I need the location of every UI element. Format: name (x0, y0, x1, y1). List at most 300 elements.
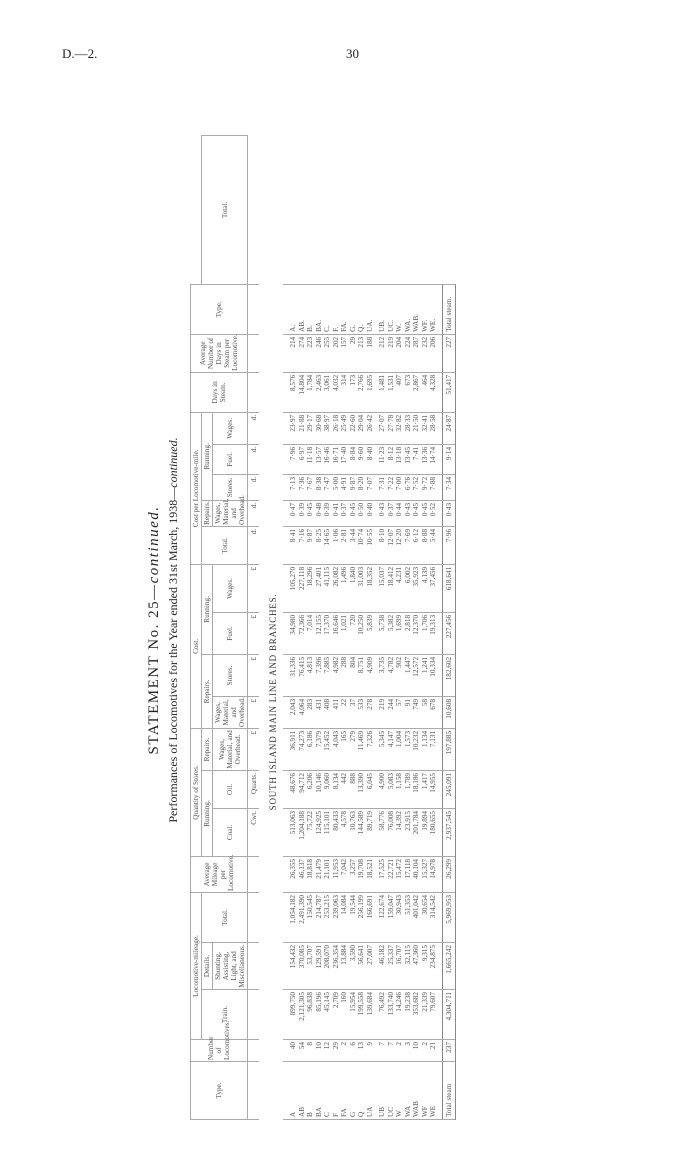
data-cell: 411 (332, 696, 341, 728)
unit-pound: £ (248, 612, 259, 654)
data-cell: 45,145 (323, 990, 332, 1040)
data-cell: 10·55 (366, 526, 375, 564)
data-cell: 27·78 (387, 412, 396, 444)
data-cell: 4,032 (332, 372, 341, 412)
data-cell: 2,709 (332, 990, 341, 1040)
data-cell: 408 (323, 696, 332, 728)
col-number: Number of Locomotives. (191, 1040, 248, 1062)
row-type-right-cell: FA. (340, 284, 349, 334)
col-mileage-total: Total. (202, 892, 248, 942)
data-cell: 18,412 (387, 564, 396, 612)
data-cell: 6,206 (306, 770, 315, 808)
col-cost-total: Total. (202, 526, 248, 564)
data-cell: 9 (366, 1040, 375, 1062)
section-title: SOUTH ISLAND MAIN LINE AND BRANCHES. (267, 593, 278, 811)
data-cell: 53,707 (306, 943, 315, 990)
data-cell: 244 (387, 696, 396, 728)
data-cell: 253,215 (323, 892, 332, 942)
data-cell: 0·44 (395, 500, 404, 526)
data-cell: 1,204,188 (298, 808, 307, 856)
data-cell: 40,104 (412, 856, 421, 892)
document-reference: D.—2. (62, 46, 98, 61)
data-cell: 224 (404, 334, 413, 372)
row-type-cell: UA (366, 1062, 375, 1120)
data-cell: 0·41 (332, 500, 341, 526)
data-cell: 353,682 (412, 990, 421, 1040)
data-cell: 3·44 (349, 526, 358, 564)
data-cell: 80,433 (332, 808, 341, 856)
data-cell: 7·67 (306, 474, 315, 500)
data-cell: 256,199 (357, 892, 366, 942)
data-cell: 46,182 (378, 943, 387, 990)
data-cell: 1,447 (404, 654, 413, 696)
statement-title-continued: continued. (146, 505, 162, 584)
data-cell: 11·23 (378, 444, 387, 474)
data-cell: 214,787 (315, 892, 324, 942)
data-cell: 21,101 (323, 856, 332, 892)
data-cell: 6,186 (306, 728, 315, 770)
data-cell: 232 (421, 334, 430, 372)
data-cell: 206 (429, 334, 438, 372)
data-cell: 13·18 (395, 444, 404, 474)
data-cell: 23,915 (404, 808, 413, 856)
data-cell: 201,784 (412, 808, 421, 856)
data-cell: 7,131 (429, 728, 438, 770)
data-cell: 6 (349, 1040, 358, 1062)
page-number: 30 (346, 46, 359, 61)
table-header (191, 136, 248, 1120)
data-cell: 165 (340, 728, 349, 770)
data-cell: 5,839 (366, 612, 375, 654)
data-cell: 0·52 (429, 500, 438, 526)
data-cell: 8·10 (378, 526, 387, 564)
data-cell: 58,776 (378, 808, 387, 856)
data-cell: 8·25 (315, 526, 324, 564)
table-row (306, 136, 315, 1120)
row-type-right-cell: Total steam. (442, 284, 456, 334)
table-row (421, 136, 430, 1120)
data-cell: 5,083 (387, 770, 396, 808)
col-details: Details. (202, 943, 213, 990)
table-row (429, 136, 438, 1120)
data-cell: 1,134 (421, 728, 430, 770)
data-cell: 14,955 (429, 770, 438, 808)
data-cell: 678 (429, 696, 438, 728)
data-cell: 12,572 (412, 654, 421, 696)
data-cell: 3,257 (349, 856, 358, 892)
statement-title (146, 130, 163, 1130)
data-cell: 14,392 (395, 808, 404, 856)
data-cell: 21 (429, 1040, 438, 1062)
data-cell: 239,063 (332, 892, 341, 942)
data-cell: 236,354 (332, 943, 341, 990)
data-cell: 246 (315, 334, 324, 372)
data-cell: 7·36 (298, 474, 307, 500)
row-type-right-cell: W. (395, 284, 404, 334)
data-cell: 29·04 (357, 412, 366, 444)
row-type-cell: BA (315, 1062, 324, 1120)
data-cell: 7·07 (366, 474, 375, 500)
table-row (349, 136, 358, 1120)
col-cost-stores: Stores. (213, 654, 248, 696)
data-cell: 749 (412, 696, 421, 728)
data-cell: 3,590 (349, 943, 358, 990)
data-cell: 76,492 (378, 990, 387, 1040)
data-cell: 150,545 (306, 892, 315, 942)
data-cell: 0·50 (357, 500, 366, 526)
data-cell: 2 (395, 1040, 404, 1062)
data-cell: 4,328 (429, 372, 438, 412)
data-cell: 3,735 (378, 654, 387, 696)
unit-cwt: Cwt. (248, 808, 259, 856)
data-cell: 4,043 (332, 728, 341, 770)
data-cell: 0·48 (315, 500, 324, 526)
row-type-cell: W (395, 1062, 404, 1120)
total-row (442, 136, 456, 1120)
data-cell: 1,840 (349, 564, 358, 612)
col-cost-repairs-group: Repairs. (202, 654, 213, 728)
data-cell: 36,911 (283, 728, 298, 770)
performance-title (166, 130, 181, 1130)
data-cell: 9·72 (421, 474, 430, 500)
data-cell: 2·81 (340, 526, 349, 564)
data-cell: 442 (340, 770, 349, 808)
data-cell: 8,751 (357, 654, 366, 696)
col-per-repairs: Repairs. (203, 501, 211, 525)
data-cell: 2,043 (283, 696, 298, 728)
data-cell: 7·52 (412, 474, 421, 500)
data-cell: 1,004 (395, 728, 404, 770)
data-cell: 19,238 (404, 990, 413, 1040)
data-cell: 0·43 (378, 500, 387, 526)
data-cell: 2,937,545 (442, 808, 456, 856)
data-cell: 1,699 (395, 612, 404, 654)
data-cell: 204 (395, 334, 404, 372)
data-cell: 673 (404, 372, 413, 412)
unit-pence: d. (248, 412, 259, 444)
data-cell: 159,047 (387, 892, 396, 942)
data-cell: 15,037 (378, 564, 387, 612)
data-cell: 157 (340, 334, 349, 372)
data-cell: 6,045 (366, 770, 375, 808)
data-cell: 1,481 (378, 372, 387, 412)
row-type-right-cell: WE. (429, 284, 438, 334)
data-cell: 7·34 (442, 474, 456, 500)
row-type-right-cell: WA. (404, 284, 413, 334)
data-cell: 1,531 (387, 372, 396, 412)
row-type-cell: Q (357, 1062, 366, 1120)
data-cell: 10 (315, 1040, 324, 1062)
data-cell: 27,401 (315, 564, 324, 612)
data-cell: 7·47 (323, 474, 332, 500)
data-cell: 26,082 (332, 564, 341, 612)
data-cell: 13,884 (340, 943, 349, 990)
data-cell: 15,472 (395, 856, 404, 892)
data-cell: 720 (349, 612, 358, 654)
data-cell: 3 (404, 1040, 413, 1062)
data-cell: 26·18 (332, 412, 341, 444)
data-cell: 7,885 (323, 654, 332, 696)
unit-pence: d. (248, 474, 259, 500)
data-cell: 22 (340, 696, 349, 728)
data-cell: 4,909 (366, 654, 375, 696)
data-cell: 8·88 (421, 526, 430, 564)
section-row (259, 136, 284, 1120)
col-per-wages-material: Wages, Material, and Overhead. (214, 495, 246, 525)
col-per-running: Running. (202, 412, 213, 500)
data-cell: 37,456 (429, 564, 438, 612)
data-cell: 18,352 (366, 564, 375, 612)
col-train: Train. (202, 990, 248, 1040)
col-coal: Coal. (213, 808, 248, 856)
data-cell: 7 (378, 1040, 387, 1062)
data-cell: 30·68 (315, 412, 324, 444)
col-per-total: Total. (202, 136, 248, 285)
data-cell: 8,576 (283, 372, 298, 412)
data-cell: 9·87 (349, 474, 358, 500)
data-cell: 17,370 (323, 612, 332, 654)
table-row (412, 136, 421, 1120)
data-cell: 1,784 (306, 372, 315, 412)
data-cell: 31,003 (357, 564, 366, 612)
col-cost-wages: Wages. (213, 564, 248, 612)
data-cell: 9,315 (421, 943, 430, 990)
data-cell: 21·50 (412, 412, 421, 444)
data-cell: 1,789 (404, 770, 413, 808)
data-cell: 2 (340, 1040, 349, 1062)
data-cell: 72,366 (298, 612, 307, 654)
data-cell: 6·97 (298, 444, 307, 474)
row-type-cell: B (306, 1062, 315, 1120)
data-cell: 10·74 (357, 526, 366, 564)
table-row (323, 136, 332, 1120)
data-cell: 19,708 (357, 856, 366, 892)
unit-pound: £ (248, 696, 259, 728)
data-cell: 0·45 (421, 500, 430, 526)
col-loco-mileage: Locomotive-mileage. (191, 892, 202, 1039)
data-cell: 37 (349, 696, 358, 728)
data-cell: 7,042 (340, 856, 349, 892)
data-cell: 223 (306, 334, 315, 372)
col-stores-running: Running. (202, 770, 213, 856)
table-row (283, 136, 298, 1120)
data-cell: 213 (357, 334, 366, 372)
data-cell: 199,558 (357, 990, 366, 1040)
data-cell: 13·45 (404, 444, 413, 474)
data-cell: 888 (349, 770, 358, 808)
row-type-right-cell: C. (323, 284, 332, 334)
data-cell: 4,578 (340, 808, 349, 856)
data-cell: 76,415 (298, 654, 307, 696)
col-cost-running: Running. (202, 564, 213, 654)
data-cell: 22,721 (387, 856, 396, 892)
data-cell: 57 (395, 696, 404, 728)
data-cell: 219 (387, 334, 396, 372)
data-cell: 255 (323, 334, 332, 372)
col-wages-material: Wages, Material, and Overhead. (213, 728, 248, 770)
data-cell: 30,654 (421, 892, 430, 942)
data-cell: 38·97 (323, 412, 332, 444)
row-type-cell: WE (429, 1062, 438, 1120)
data-cell: 14·65 (323, 526, 332, 564)
data-cell: 173 (349, 372, 358, 412)
data-cell: 1,706 (421, 612, 430, 654)
data-cell: 12,155 (315, 612, 324, 654)
data-cell: 14,246 (395, 990, 404, 1040)
data-cell: 219 (378, 696, 387, 728)
data-cell: 278 (366, 696, 375, 728)
data-cell: 7,379 (315, 728, 324, 770)
data-cell: 401,042 (412, 892, 421, 942)
data-cell: 15,452 (323, 728, 332, 770)
data-cell: 0·37 (340, 500, 349, 526)
row-type-cell: WAB (412, 1062, 421, 1120)
data-cell: 2,491,390 (298, 892, 307, 942)
data-cell: 12·20 (395, 526, 404, 564)
row-type-cell: C (323, 1062, 332, 1120)
data-cell: 1,665,242 (442, 943, 456, 990)
data-cell: 16·71 (332, 444, 341, 474)
data-cell: 27·07 (378, 412, 387, 444)
data-cell: 212 (378, 334, 387, 372)
data-cell: 12,370 (412, 612, 421, 654)
data-cell: 214 (283, 334, 298, 372)
data-cell: 133,740 (387, 990, 396, 1040)
data-cell: 288 (340, 654, 349, 696)
data-cell: 14,084 (340, 892, 349, 942)
data-cell: 17·40 (340, 444, 349, 474)
data-cell: 21·88 (298, 412, 307, 444)
data-cell: 129,591 (315, 943, 324, 990)
data-cell: 18,296 (306, 564, 315, 612)
data-cell: 27,007 (366, 943, 375, 990)
data-cell: 9,060 (323, 770, 332, 808)
table-row (340, 136, 349, 1120)
data-cell: 5,345 (378, 728, 387, 770)
data-cell: 4,982 (332, 654, 341, 696)
data-cell: 197,885 (442, 728, 456, 770)
unit-pound: £ (248, 654, 259, 696)
data-cell: 16,646 (332, 612, 341, 654)
data-cell: 24·87 (442, 412, 456, 444)
data-cell: 8·12 (387, 444, 396, 474)
data-cell: 89,719 (366, 808, 375, 856)
data-cell: 76,008 (387, 808, 396, 856)
data-cell: 0·39 (298, 500, 307, 526)
data-cell: 32,115 (404, 943, 413, 990)
data-cell: 7·96 (283, 444, 298, 474)
data-cell: 7,396 (315, 654, 324, 696)
data-cell: 245,091 (442, 770, 456, 808)
data-cell: 96,838 (306, 990, 315, 1040)
data-cell: 34,980 (283, 612, 298, 654)
data-cell: 26,299 (442, 856, 456, 892)
data-cell: 124,925 (315, 808, 324, 856)
data-cell: 25·49 (340, 412, 349, 444)
data-cell: 26,355 (283, 856, 298, 892)
unit-quarts: Quarts. (248, 770, 259, 808)
data-cell: 17,118 (404, 856, 413, 892)
row-type-cell: F (332, 1062, 341, 1120)
data-cell: 14,978 (429, 856, 438, 892)
unit-pence: d. (248, 500, 259, 526)
col-days-in-steam: Days in Steam. (191, 372, 248, 412)
data-cell: 75,722 (306, 808, 315, 856)
data-cell: 7·96 (442, 526, 456, 564)
data-cell: 8·40 (366, 444, 375, 474)
data-cell: 29·17 (306, 412, 315, 444)
row-type-right-cell: UC. (387, 284, 396, 334)
col-avg-mileage: Average Mileage per Locomotive. (191, 856, 248, 892)
row-type-right-cell: AB. (298, 284, 307, 334)
data-cell: 902 (395, 654, 404, 696)
data-cell: 19,544 (349, 892, 358, 942)
data-cell: 18,186 (412, 770, 421, 808)
data-cell: 10,232 (412, 728, 421, 770)
data-cell: 7·13 (283, 474, 298, 500)
data-cell: 5·00 (332, 474, 341, 500)
data-cell: 1,158 (395, 770, 404, 808)
data-cell: 5,382 (387, 612, 396, 654)
data-cell: 12 (323, 1040, 332, 1062)
data-cell: 13 (357, 1040, 366, 1062)
row-type-cell: UC (387, 1062, 396, 1120)
data-cell: 32·41 (421, 412, 430, 444)
data-cell: 2,463 (315, 372, 324, 412)
col-qty-stores: Quantity of Stores. (191, 728, 202, 856)
row-type-right-cell: WF. (421, 284, 430, 334)
data-cell: 26·42 (366, 412, 375, 444)
col-per-stores: Stores. (213, 474, 248, 500)
data-cell: 7·69 (404, 526, 413, 564)
table-row (357, 136, 366, 1120)
data-cell: 13·36 (421, 444, 430, 474)
data-cell: 51,417 (442, 372, 456, 412)
data-cell: 31,336 (283, 654, 298, 696)
data-cell: 8·20 (357, 474, 366, 500)
table-row (404, 136, 413, 1120)
data-cell: 115,101 (323, 808, 332, 856)
unit-pence: d. (248, 444, 259, 474)
data-cell: 58 (421, 696, 430, 728)
data-cell: 7·88 (429, 474, 438, 500)
data-cell: 7 (387, 1040, 396, 1062)
row-type-cell: FA (340, 1062, 349, 1120)
table-row (395, 136, 404, 1120)
data-cell: 12·07 (387, 526, 396, 564)
col-cost-fuel: Fuel. (213, 612, 248, 654)
data-cell: 1,241 (421, 654, 430, 696)
table-row (315, 136, 324, 1120)
data-cell: 4,900 (378, 770, 387, 808)
col-cost: Cost. (191, 564, 202, 728)
data-cell: 41,115 (323, 564, 332, 612)
data-cell: 105,270 (283, 564, 298, 612)
data-cell: 274 (298, 334, 307, 372)
data-cell: 13·57 (315, 444, 324, 474)
data-cell: 237 (442, 1040, 456, 1062)
data-cell: 6·12 (412, 526, 421, 564)
data-cell: 154,432 (283, 943, 298, 990)
data-cell: 2 (421, 1040, 430, 1062)
data-cell: 3,061 (323, 372, 332, 412)
data-cell: 8·41 (283, 526, 298, 564)
col-shunting: Shunting, Assisting, Light, and Miscellaneous. (214, 944, 246, 988)
row-type-right-cell: A. (283, 284, 298, 334)
data-cell: 13,390 (357, 770, 366, 808)
data-cell: 7·16 (298, 526, 307, 564)
data-cell: 227 (442, 334, 456, 372)
